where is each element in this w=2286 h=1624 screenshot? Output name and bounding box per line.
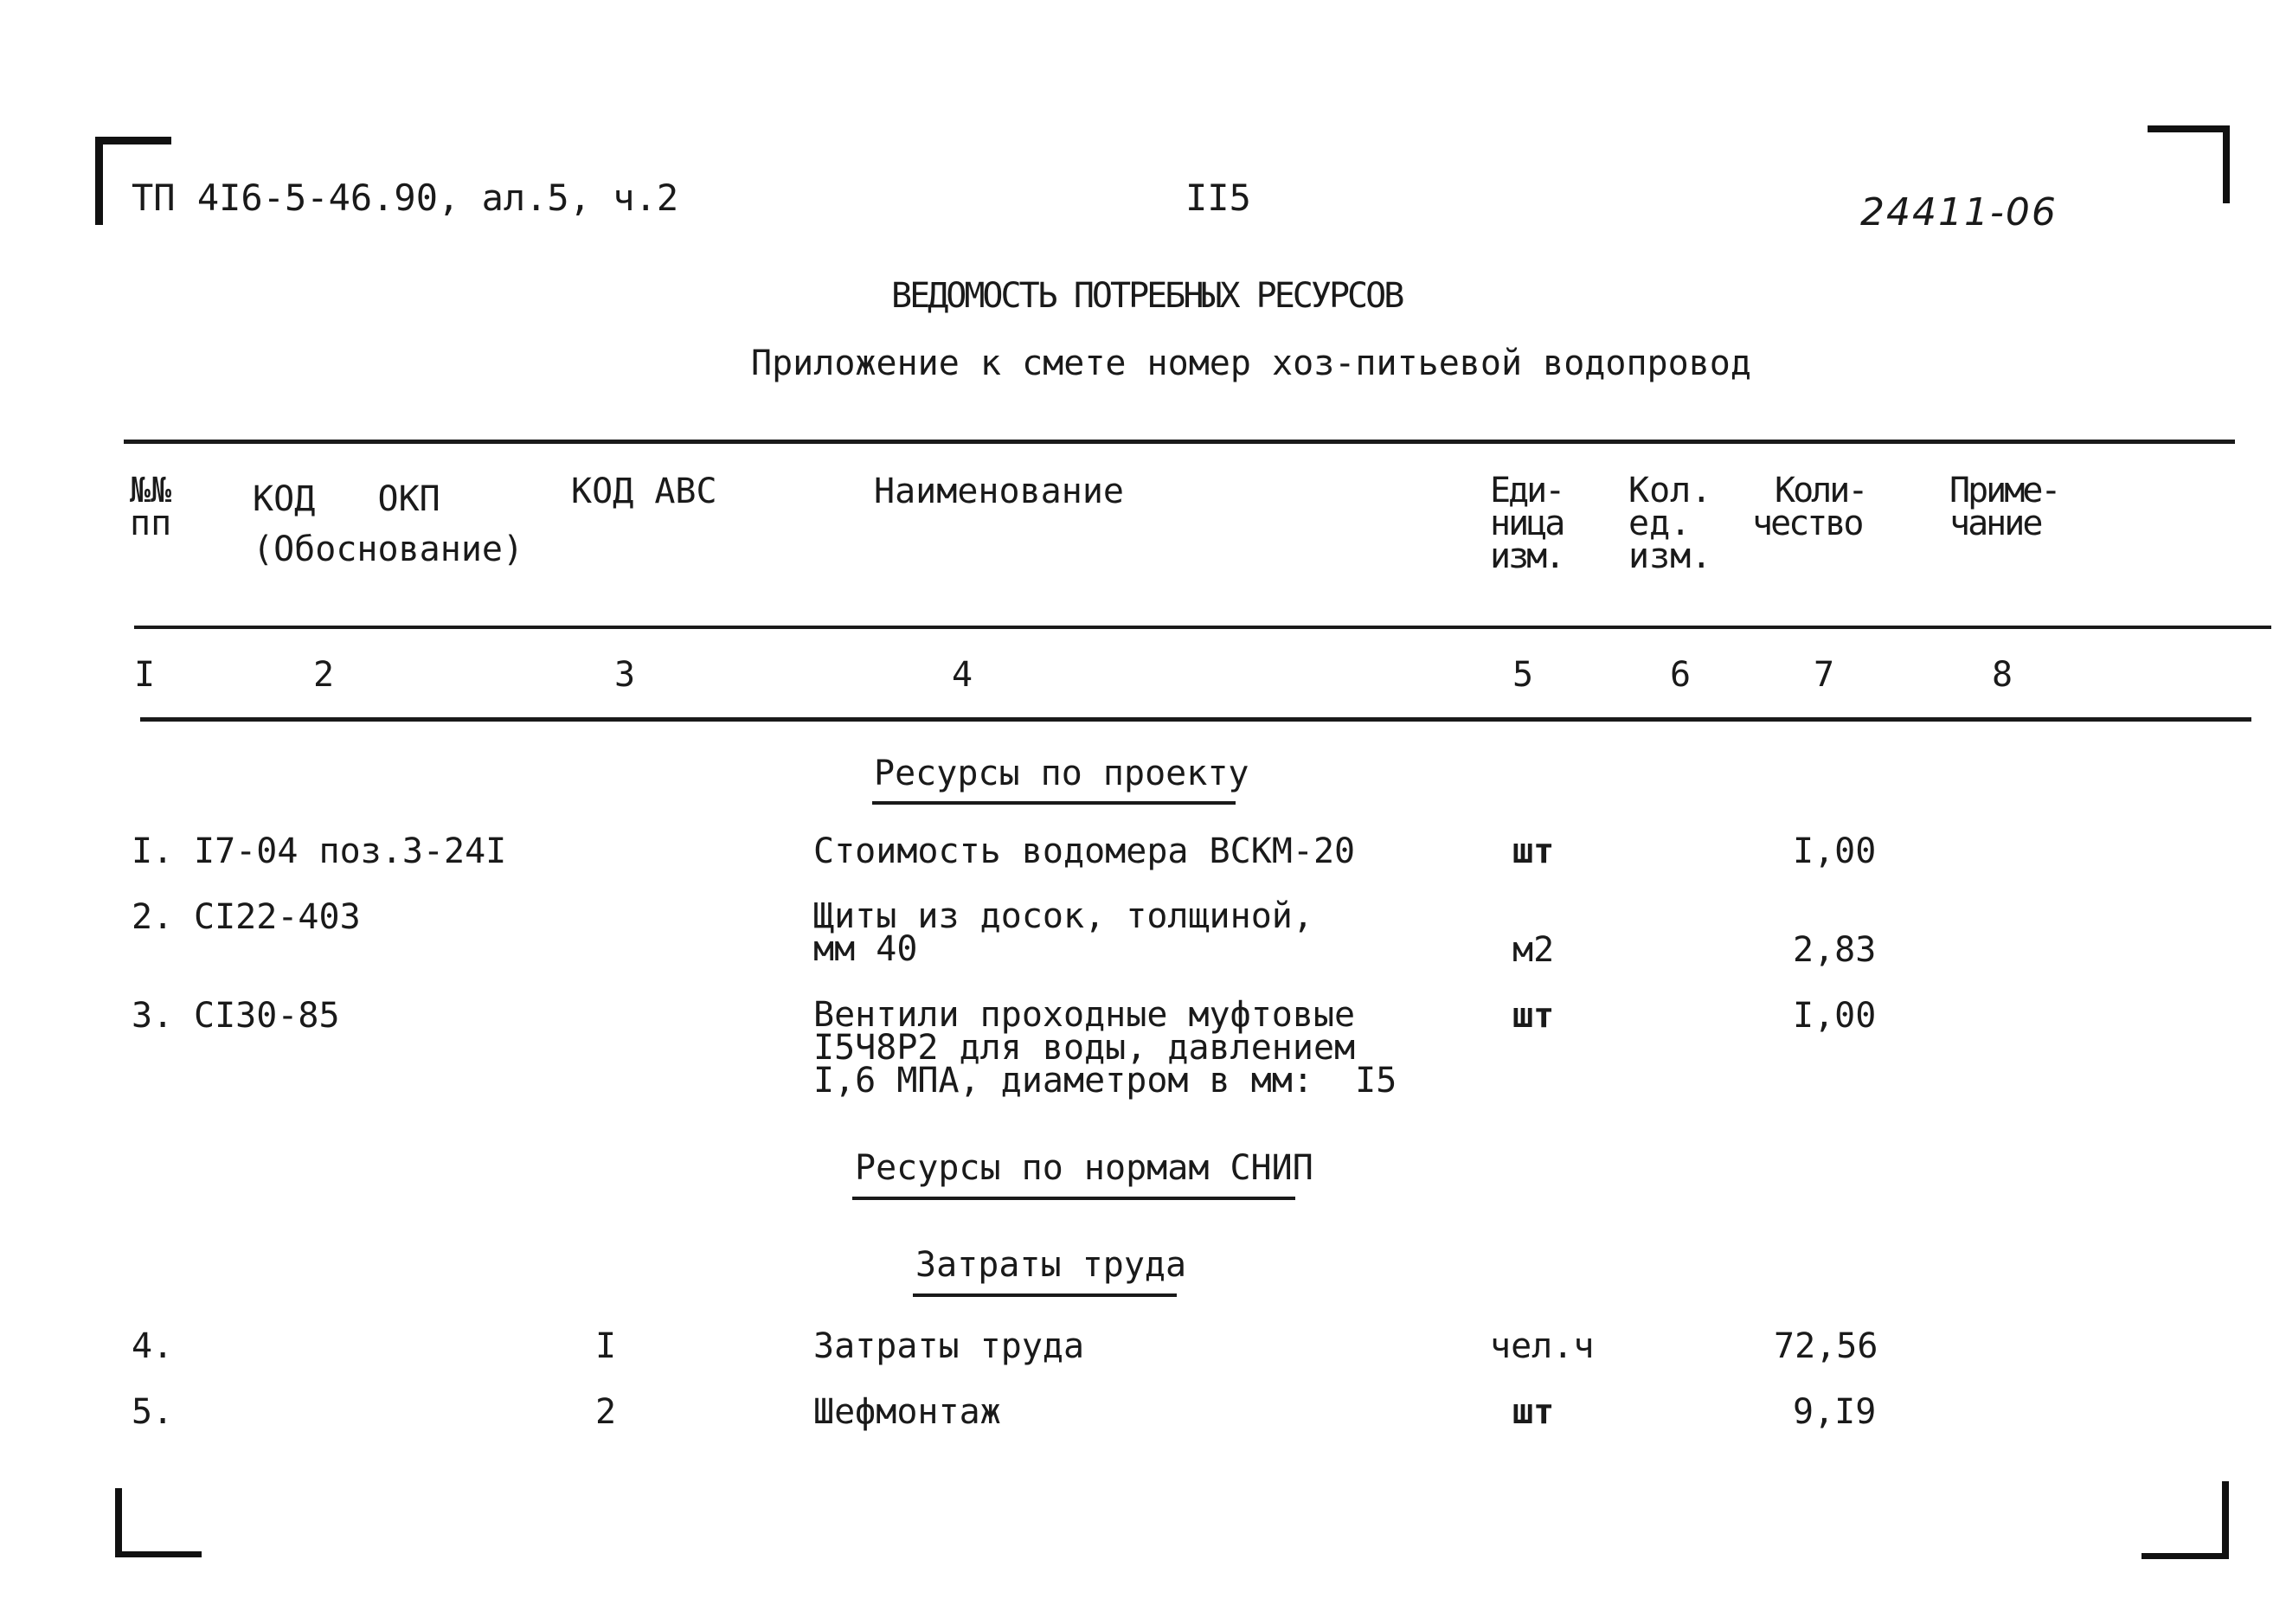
- header-abc: КОД АВС: [571, 472, 717, 511]
- row-unit: шт: [1512, 1392, 1555, 1432]
- section-underline-labor: [913, 1293, 1177, 1297]
- header-bottom-rule: [134, 626, 2271, 629]
- row-num: 5.: [132, 1392, 174, 1432]
- colnum-8: 8: [1992, 655, 2013, 695]
- row-unit: чел.ч: [1490, 1326, 1595, 1366]
- page-number: II5: [1185, 177, 1251, 219]
- section-heading-snip: Ресурсы по нормам СНИП: [855, 1148, 1313, 1188]
- header-name: Наименование: [874, 472, 1124, 511]
- colnum-3: 3: [614, 655, 636, 695]
- table-top-rule: [124, 440, 2235, 444]
- section-underline-project: [872, 801, 1236, 805]
- row-unit: шт: [1512, 996, 1555, 1036]
- section-heading-project: Ресурсы по проекту: [874, 754, 1249, 793]
- row-num: 2.: [132, 897, 174, 937]
- section-heading-labor: Затраты труда: [915, 1245, 1187, 1285]
- colnum-1: I: [134, 655, 156, 695]
- document-title: ВЕДОМОСТЬ ПОТРЕБНЫХ РЕСУРСОВ: [891, 276, 1403, 316]
- column-numbers-rule: [140, 717, 2251, 722]
- row-num: 4.: [132, 1326, 174, 1366]
- colnum-4: 4: [952, 655, 973, 695]
- colnum-6: 6: [1670, 655, 1692, 695]
- document-subtitle: Приложение к смете номер хоз-питьевой водопровод: [751, 343, 1751, 383]
- row-code: СI22-403: [194, 897, 361, 937]
- header-unit-qty: Кол. ед. изм.: [1628, 471, 1712, 576]
- colnum-7: 7: [1814, 655, 1835, 695]
- row-name: Стоимость водомера ВСКМ-20: [813, 831, 1356, 871]
- row-abc: 2: [595, 1392, 617, 1432]
- document-reference: ТП 4I6-5-46.90, ал.5, ч.2: [132, 177, 679, 219]
- row-abc: I: [595, 1326, 617, 1366]
- header-okp: КОД ОКП (Обоснование): [253, 479, 524, 569]
- row-qty: 9,I9: [1793, 1392, 1877, 1432]
- row-unit: м2: [1512, 930, 1555, 970]
- row-name: Затраты труда: [813, 1326, 1085, 1366]
- row-qty: 72,56: [1774, 1326, 1878, 1366]
- row-name: Щиты из досок, толщиной, мм 40: [813, 896, 1313, 969]
- header-num: №№ пп: [130, 471, 172, 543]
- row-name: Шефмонтаж: [813, 1392, 1001, 1432]
- stamp-number: 24411-06: [1860, 190, 2058, 234]
- header-note: Приме- чание: [1949, 471, 2059, 543]
- row-qty: I,00: [1793, 996, 1877, 1036]
- row-code: СI30-85: [194, 996, 340, 1036]
- section-underline-snip: [852, 1197, 1295, 1200]
- row-unit: шт: [1512, 831, 1555, 871]
- row-name: Вентили проходные муфтовые I5Ч8Р2 для воды, давлением I,6 МПА, диаметром в мм: I5: [813, 995, 1397, 1101]
- row-num: 3.: [132, 996, 174, 1036]
- colnum-2: 2: [313, 655, 335, 695]
- row-qty: 2,83: [1793, 930, 1877, 970]
- header-unit: Еди- ница изм.: [1490, 471, 1564, 576]
- colnum-5: 5: [1512, 655, 1534, 695]
- row-qty: I,00: [1793, 831, 1877, 871]
- row-num: I.: [132, 831, 174, 871]
- header-quantity: Коли- чество: [1752, 471, 1866, 543]
- row-code: I7-04 поз.3-24I: [194, 831, 507, 871]
